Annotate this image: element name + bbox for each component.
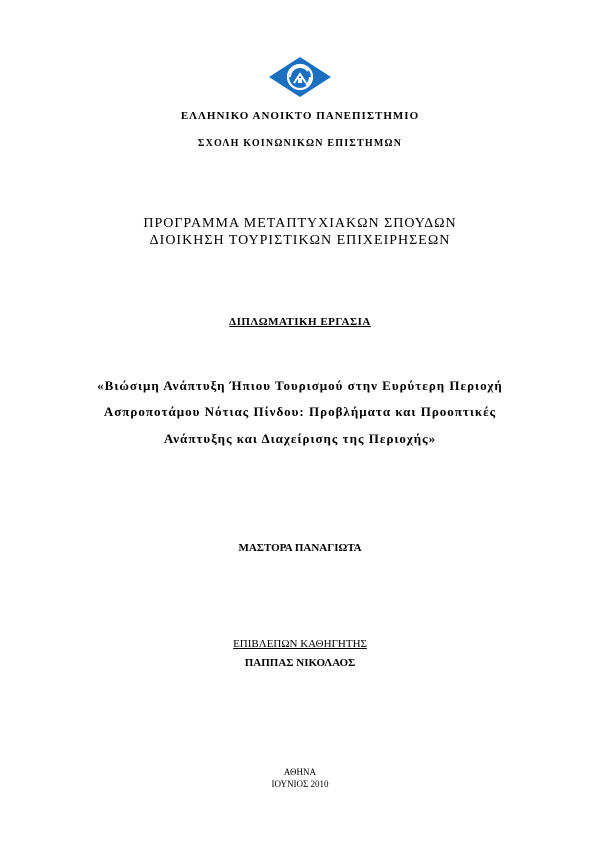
thesis-title-line-3: Ανάπτυξης και Διαχείρισης της Περιοχής» — [163, 431, 437, 446]
university-emblem-icon — [268, 56, 332, 98]
thesis-title-line-2: Ασπροποτάμου Νότιας Πίνδου: Προβλήματα και Προοπτικές — [103, 404, 497, 419]
school-name: ΣΧΟΛΗ ΚΟΙΝΩΝΙΚΩΝ ΕΠΙΣΤΗΜΩΝ — [197, 138, 403, 149]
supervisor-label: ΕΠΙΒΛΕΠΩΝ ΚΑΘΗΓΗΤΗΣ — [233, 638, 367, 650]
author-name: ΜΑΣΤΟΡΑ ΠΑΝΑΓΙΩΤΑ — [238, 542, 362, 554]
program-line-1: ΠΡΟΓΡΑΜΜΑ ΜΕΤΑΠΤΥΧΙΑΚΩΝ ΣΠΟΥΔΩΝ — [143, 216, 457, 231]
city: ΑΘΗΝΑ — [283, 767, 317, 777]
university-name: ΕΛΛΗΝΙΚΟ ΑΝΟΙΚΤΟ ΠΑΝΕΠΙΣΤΗΜΙΟ — [180, 110, 420, 122]
thesis-title-line-1: «Βιώσιμη Ανάπτυξη Ήπιου Τουρισμού στην Ευρύτερη Περιοχή — [97, 378, 503, 393]
supervisor-name: ΠΑΠΠΑΣ ΝΙΚΟΛΑΟΣ — [244, 657, 356, 669]
thesis-label: ΔΙΠΛΩΜΑΤΙΚΗ ΕΡΓΑΣΙΑ — [229, 316, 371, 328]
program-line-2: ΔΙΟΙΚΗΣΗ ΤΟΥΡΙΣΤΙΚΩΝ ΕΠΙΧΕΙΡΗΣΕΩΝ — [149, 233, 451, 248]
date: ΙΟΥΝΙΟΣ 2010 — [271, 779, 329, 789]
